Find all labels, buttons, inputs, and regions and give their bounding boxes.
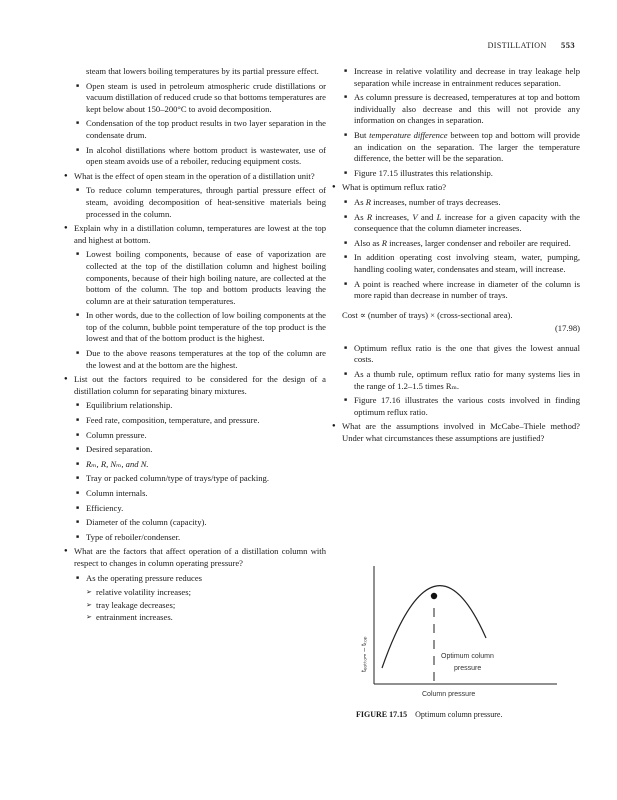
text-run: between top and bottom will provide an indication on the separation. The larger the temperature difference, the better will be the separation.: [354, 129, 580, 164]
question: ● What is the effect of open steam in the operation of a distillation unit?: [64, 171, 326, 183]
list-item: ■ In addition operating cost involving steam, water, pumping, handling cooling water, condensates and steam, will increase.: [332, 252, 580, 275]
list-item: [332, 130, 580, 165]
text-run: increases, number of trays decreases.: [370, 196, 501, 207]
equation: [332, 310, 580, 322]
optimum-point: [431, 593, 437, 599]
figure-caption-text: Optimum column pressure.: [415, 710, 503, 719]
list-item: ■ Increase in relative volatility and decrease in tray leakage help separation while increase in entrainment reduces separation.: [332, 66, 580, 89]
left-column: [64, 66, 326, 625]
running-head: [488, 40, 575, 50]
text-run: and: [417, 211, 437, 222]
list-item: ■ Diameter of the column (capacity).: [64, 517, 326, 529]
figure-caption: [356, 710, 502, 719]
list-item-text: Rₘ, R, Nₘ, and N.: [86, 458, 149, 469]
emphasis: temperature difference: [369, 129, 448, 140]
list-item: ■ Feed rate, composition, temperature, and pressure.: [64, 415, 326, 427]
list-item: ■ Equilibrium relationship.: [64, 400, 326, 412]
list-item: ■ As the operating pressure reduces: [64, 573, 326, 585]
list-item: ■ Efficiency.: [64, 503, 326, 515]
text-run: But: [354, 129, 370, 140]
list-item: ■ A point is reached where increase in diameter of the column is more rapid than decrease in number of trays.: [332, 279, 580, 302]
emphasis: R: [366, 211, 373, 222]
right-column: [332, 66, 580, 448]
emphasis: R: [365, 196, 371, 207]
list-item: ■ Figure 17.16 illustrates the various costs involved in finding optimum reflux ratio.: [332, 395, 580, 418]
sub-list-item: ➢ tray leakage decreases;: [64, 600, 326, 612]
list-item: ■ Lowest boiling components, because of ease of vaporization are collected at the top of the distillation column and highest boiling components, because of their high boiling nature, are collected at the bottom of the column. The top and bottom products leaving the column are at their saturation temperatures.: [64, 249, 326, 307]
page-number: 553: [561, 40, 575, 50]
text-run: increases,: [372, 211, 413, 222]
list-item: ■ In other words, due to the collection of low boiling components at the top of the column, bubble point temperature of the top product is the lowest and that of the bottom product is the highest.: [64, 310, 326, 345]
list-item: ■ As column pressure is decreased, temperatures at top and bottom individually also decrease and this will not provide any information on changes in separation.: [332, 92, 580, 127]
list-item: ■ Condensation of the top product results in two layer separation in the condensate drum.: [64, 118, 326, 141]
emphasis: L: [436, 211, 442, 222]
question: ● What are the assumptions involved in McCabe–Thiele method? Under what circumstances these assumptions are justified?: [332, 421, 580, 444]
figure-caption-label: FIGURE 17.15: [356, 710, 408, 719]
question: ● What are the factors that affect operation of a distillation column with respect to changes in column operating pressure?: [64, 546, 326, 569]
figure-optimum-column-pressure: [352, 562, 572, 722]
sub-list-item: ➢ entrainment increases.: [64, 612, 326, 624]
text-run: increases, larger condenser and reboiler are required.: [386, 237, 571, 248]
equation-number-row: [332, 323, 580, 335]
text-run: As: [354, 211, 367, 222]
list-item: ■ Desired separation.: [64, 444, 326, 456]
equation-text: Cost ∝ (number of trays) × (cross-sectional area).: [342, 309, 513, 320]
question: ● What is optimum reflux ratio?: [332, 182, 580, 194]
text-run: Also as: [354, 237, 382, 248]
annotation-line1: Optimum column: [441, 653, 494, 660]
question: ● Explain why in a distillation column, temperatures are lowest at the top and highest at bottom.: [64, 223, 326, 246]
list-item: ■ In alcohol distillations where bottom product is wastewater, use of open steam avoids use of a reboiler, reducing equipment costs.: [64, 145, 326, 168]
list-item: [332, 238, 580, 250]
list-item: ■ Column pressure.: [64, 430, 326, 442]
list-item: ■ Open steam is used in petroleum atmospheric crude distillations or vacuum distillation of reduced crude so that bottoms temperatures are kept below about 150–200°C to avoid decomposition.: [64, 81, 326, 116]
list-item: [332, 197, 580, 209]
text-run: As: [354, 196, 366, 207]
y-axis-label: tₑₒₜₜₒₘ – tₜₒₚ: [361, 636, 368, 672]
x-axis-label: Column pressure: [422, 691, 476, 698]
list-item: ■ Optimum reflux ratio is the one that gives the lowest annual costs.: [332, 343, 580, 366]
list-item: ■ Tray or packed column/type of trays/type of packing.: [64, 473, 326, 485]
running-head-title: DISTILLATION: [487, 41, 547, 50]
list-item: ■ Column internals.: [64, 488, 326, 500]
list-item: ■ Due to the above reasons temperatures at the top of the column are the lowest and at the bottom are the highest.: [64, 348, 326, 371]
emphasis: V: [412, 211, 418, 222]
question: ● List out the factors required to be considered for the design of a distillation column for separating binary mixtures.: [64, 374, 326, 397]
list-item: ■ As a thumb rule, optimum reflux ratio for many systems lies in the range of 1.2–1.5 times Rₘ.: [332, 369, 580, 392]
annotation-line2: pressure: [454, 665, 482, 672]
list-item: ■ Figure 17.15 illustrates this relationship.: [332, 168, 580, 180]
list-item: [64, 459, 326, 471]
list-item: [332, 212, 580, 235]
list-item: steam that lowers boiling temperatures by its partial pressure effect.: [86, 66, 319, 76]
sub-list-item: ➢ relative volatility increases;: [64, 587, 326, 599]
emphasis: R: [381, 237, 387, 248]
list-item: ■ Type of reboiler/condenser.: [64, 532, 326, 544]
text-run: increase for a given capacity with the consequence that the column diameter increases.: [354, 211, 580, 234]
list-item: ■ To reduce column temperatures, through partial pressure effect of steam, avoiding decomposition of heat-sensitive materials being processed in the column.: [64, 185, 326, 220]
equation-number: (17.98): [554, 323, 580, 334]
